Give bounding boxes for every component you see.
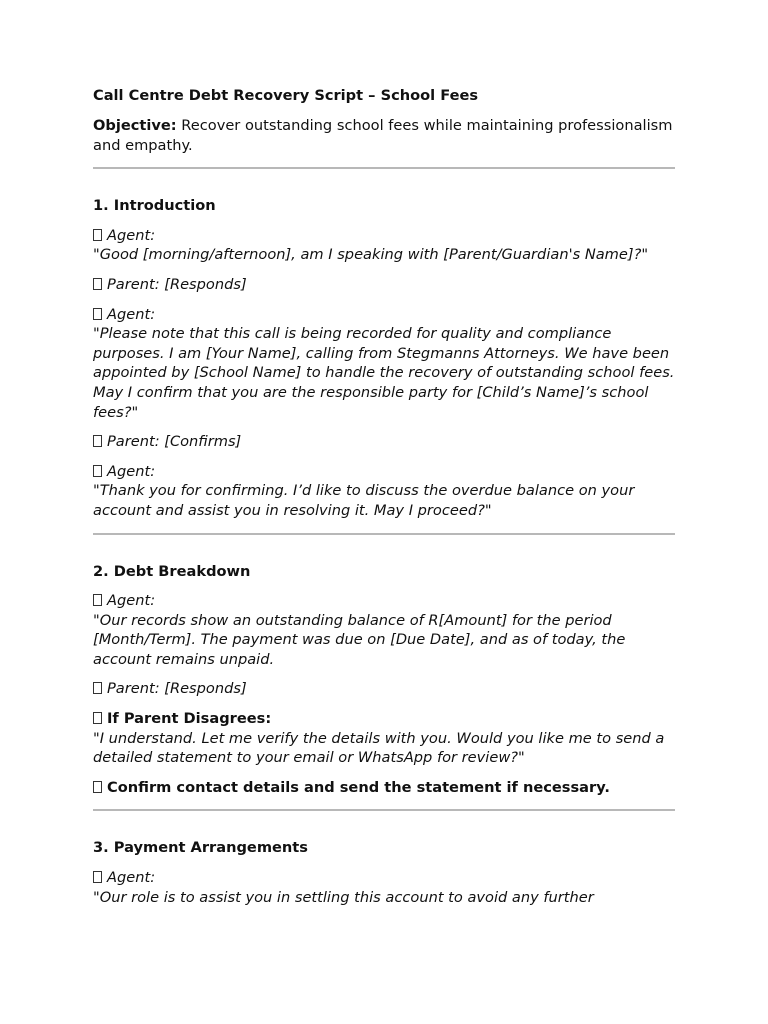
objective-label: Objective: bbox=[93, 117, 177, 134]
speaker-icon bbox=[93, 712, 102, 724]
speaker-icon bbox=[93, 435, 102, 447]
agent-label: Agent: bbox=[93, 592, 155, 609]
agent-label: Agent: bbox=[93, 869, 155, 886]
speaker-icon bbox=[93, 229, 102, 241]
agent-quote: "Please note that this call is being recorded for quality and compliance purposes. I am [Your Name], calling from Stegmanns Attorneys. We have been appointed by [School Name] to handle the recovery of outstanding school fees. May I confirm that you are the responsible party for [Child’s Name]’s school fees?" bbox=[93, 325, 675, 421]
agent-line bbox=[93, 305, 675, 423]
section-heading-payment-arrangements: 3. Payment Arrangements bbox=[93, 839, 308, 857]
speaker-icon bbox=[93, 278, 102, 290]
agent-quote: "Our records show an outstanding balance of R[Amount] for the period [Month/Term]. The payment was due on [Due Date], and as of today, the account remains unpaid. bbox=[93, 611, 626, 668]
parent-label: Parent: [Responds] bbox=[93, 276, 247, 293]
agent-quote: "Our role is to assist you in settling this account to avoid any further bbox=[93, 888, 594, 906]
agent-line bbox=[93, 226, 675, 265]
document-title: Call Centre Debt Recovery Script – School Fees bbox=[93, 87, 479, 104]
disagree-quote: "I understand. Let me verify the details with you. Would you like me to send a detailed statement to your email or WhatsApp for review?" bbox=[93, 729, 665, 767]
agent-line bbox=[93, 591, 675, 669]
speaker-icon bbox=[93, 465, 102, 477]
disagree-line bbox=[93, 709, 675, 768]
objective-paragraph bbox=[93, 116, 675, 155]
agent-quote: "Thank you for confirming. I’d like to discuss the overdue balance on your account and assist you in resolving it. May I proceed?" bbox=[93, 482, 635, 519]
checkbox-icon bbox=[93, 781, 102, 793]
speaker-icon bbox=[93, 871, 102, 883]
section-heading-introduction: 1. Introduction bbox=[93, 197, 216, 215]
agent-quote: "Good [morning/afternoon], am I speaking with [Parent/Guardian's Name]?" bbox=[93, 246, 649, 264]
parent-line bbox=[93, 432, 675, 452]
parent-label: Parent: [Confirms] bbox=[93, 433, 241, 450]
objective-text: Recover outstanding school fees while maintaining professionalism and empathy. bbox=[93, 117, 673, 154]
disagree-label: If Parent Disagrees: bbox=[93, 710, 271, 727]
agent-label: Agent: bbox=[93, 306, 155, 323]
speaker-icon bbox=[93, 308, 102, 320]
parent-line bbox=[93, 275, 675, 295]
confirm-line: Confirm contact details and send the statement if necessary. bbox=[93, 778, 675, 798]
agent-line bbox=[93, 462, 675, 521]
parent-line bbox=[93, 679, 675, 699]
agent-line bbox=[93, 868, 675, 907]
speaker-icon bbox=[93, 682, 102, 694]
speaker-icon bbox=[93, 594, 102, 606]
parent-label: Parent: [Responds] bbox=[93, 680, 247, 697]
agent-label: Agent: bbox=[93, 463, 155, 480]
section-heading-debt-breakdown: 2. Debt Breakdown bbox=[93, 562, 251, 580]
document-page bbox=[93, 86, 675, 907]
agent-label: Agent: bbox=[93, 227, 155, 244]
